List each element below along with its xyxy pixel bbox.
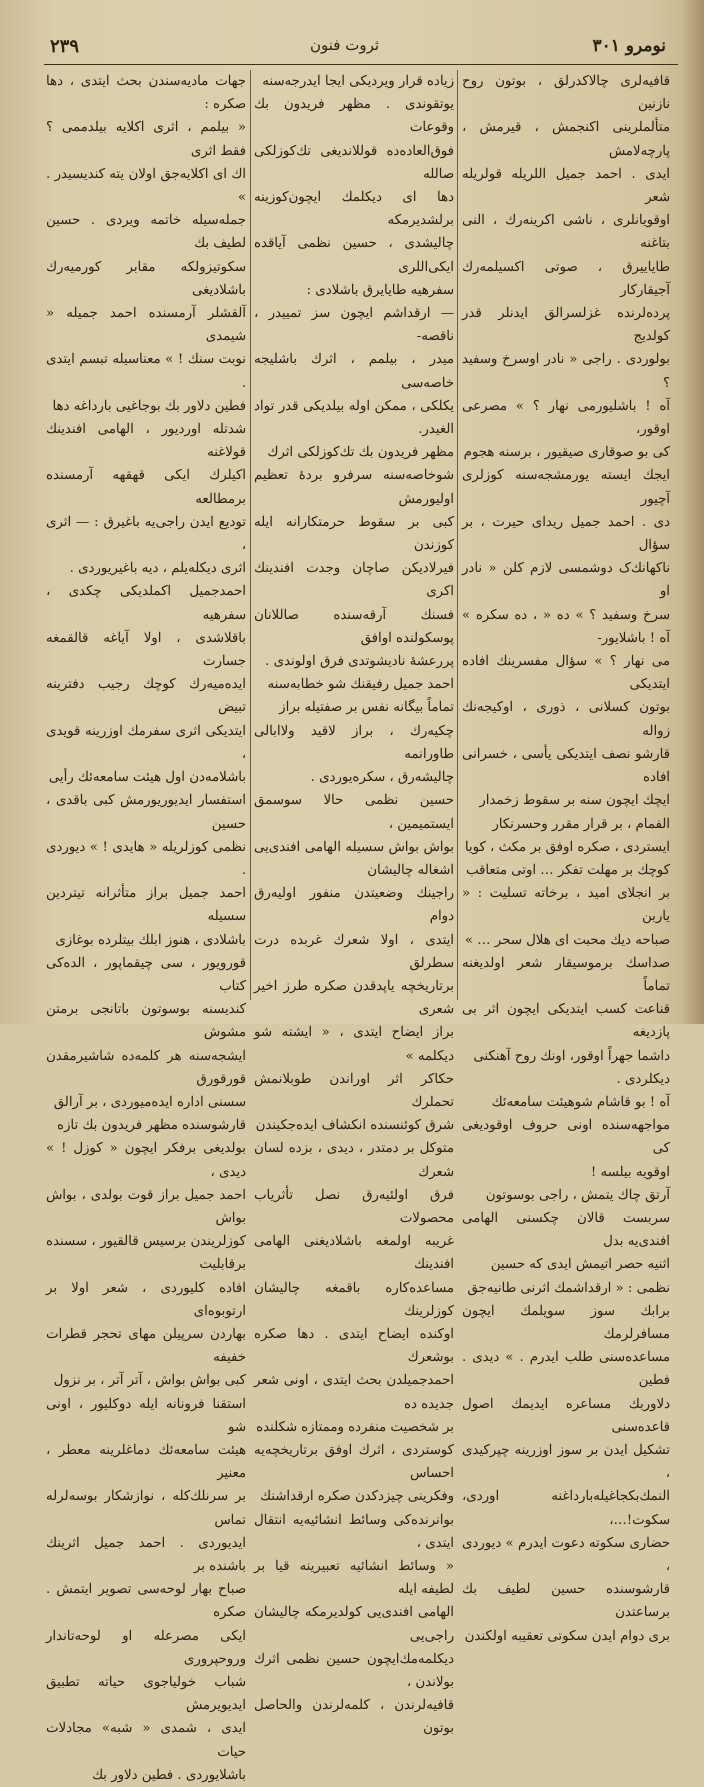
text-line: الهامی افندی‌یی کولدیرمکه چالیشان راجی‌یی [254, 1605, 454, 1644]
header-rule [44, 64, 678, 65]
text-line: ایجك ایسته یورمشجه‌سنه کوزلری آچیور [462, 468, 670, 507]
text-line: حضاری سکوته دعوت ایدرم » دیوردی ، [462, 1535, 670, 1574]
text-line: قارشوسنده حسین لطیف بك برساعتدن [462, 1582, 670, 1621]
text-line: ایتدی ، اولا شعرك غربده درت سطرلق [254, 932, 454, 971]
text-line: احمد جمیل رفیقنك شو خطابه‌سنه [267, 677, 454, 693]
text-line: شوخاصه‌سنه سرفرو بردهٔ تعظیم اولیورمش [254, 468, 454, 507]
text-line: زیاده قرار ویردیکی ایجا ایدرجه‌سنه [262, 74, 454, 89]
text-line: ایشجه‌سنه هر کلمه‌ده شاشیرمقدن قورقورق [46, 1048, 246, 1087]
text-line: بهاردن سرپیلن مهای تحجر قطرات خفیفه [46, 1326, 246, 1366]
text-line: احمدجمیل اکملدیکی چکدی ، سفرهیه [46, 584, 246, 623]
text-line: راجینك وضعیتدن منفور اولیه‌رق دوام [254, 886, 454, 925]
text-line: کبی بواش بواش ، آتر آتر ، بر نزول [53, 1373, 246, 1389]
text-line: صداسك برموسیقار شعر اولدیغنه تماماً [462, 955, 670, 994]
text-line: ایدی . احمد جمیل اللریله قولریله شعر [462, 166, 670, 206]
text-line: دلاوربك مساعره ایدیمك اصول قاعده‌سنی [462, 1396, 670, 1435]
text-line: اکیلرك ایکی قهقهه آرمسنده برمطالعه [46, 468, 246, 507]
text-line: پررعشهٔ نادیشوتدی فرق اولوندی . [265, 654, 454, 670]
text-line: برتاریخچه یاپدقدن صکره طرز اخیر شعری [254, 978, 454, 1018]
text-line: ایچك ایچون سنه بر سقوط زخمدار [479, 793, 670, 809]
text-line: مواجهه‌سنده اونی حروف اوقودیغی کی [462, 1118, 670, 1157]
text-line: حکاکر اثر اوراندن طوبلانمش تحملرك [254, 1071, 454, 1110]
text-line: براز ایضاح ایتدی ، « ایشته شو دیکلمه » [254, 1025, 454, 1064]
text-line: تودیع ایدن راجی‌یه باغیرق : — اثری ، [46, 514, 246, 554]
text-line: سرخ وسفید ؟ » ده « ، ده سکره » آه ! باشلایور- [462, 607, 670, 646]
text-line: احمد جمیل براز متأثرانه تیتردین سسیله [46, 886, 246, 925]
text-line: ایکی مصرعله او لوحه‌تاندار وروحپروری [46, 1628, 246, 1667]
text-line: بولوردی . راجی « نادر اوسرخ وسفید ؟ [462, 352, 670, 391]
text-line: بری دوام ایدن سکوتی تعقیبه اولکندن [464, 1628, 670, 1644]
text-line: بواش بواش سسیله الهامی افندی‌یی اشغاله چالیشان [254, 839, 454, 878]
text-line: قارشوسنده مظهر فریدون بك تازه [57, 1118, 246, 1134]
text-line: « وسائط انشائیه تعبیرینه قیا بر لطیفه ایله [254, 1559, 454, 1598]
text-line: النمك‌بكجاغیله‌بارداغنه اوردی، سکوت!…، [462, 1489, 670, 1528]
text-line: تشکیل ایدن بر سوز اوزرینه چپرکیدی ، [462, 1442, 670, 1482]
text-line: اوقویانلری ، ناشی اكرینه‌رك ، النی بتاغنه [462, 213, 670, 252]
text-line: « بیلمم ، اثری اکلایه بیلدممی ؟ فقط اثری [46, 120, 246, 159]
text-line: دیکلمه‌مك‌ایچون حسین نظمی اثرك بولاندن ، [254, 1651, 454, 1691]
text-line: ایستردی ، صکره اوفق بر مکث ، کویا [464, 839, 670, 855]
text-line: قارشو نصف ایتدیکی یأسی ، خسرانی افاده [462, 746, 670, 786]
text-line: داشما جهراً اوقور، اونك روح آهنکنی [473, 1048, 670, 1064]
text-line: اوقویه بیلسه ! [590, 1164, 670, 1180]
issue-number: نومرو ٣٠١ [592, 36, 666, 56]
page-header [40, 34, 676, 64]
text-line: اوکنده ایضاح ایتدی . دها صکره بوشعرك [254, 1326, 454, 1366]
text-line: ایده‌میه‌رك کوچك رجیب دفترینه تبیض [46, 677, 246, 716]
text-line: نوبت سنك ! » معناسیله تبسم ایتدی . [46, 352, 246, 391]
text-line: بولدیغی برفکر ایچون « کوزل ! » دیدی ، [46, 1141, 246, 1180]
text-line: یوتقوندی . مظهر فریدون بك وقوعات [254, 97, 454, 136]
text-line: حسین نظمی حالا سوسمق ایستمیمین ، [254, 793, 454, 832]
text-line: قورویور ، سی چیقماپور ، الده‌کی کتاب [46, 955, 246, 994]
text-line: سفرهیه طایایرق باشلادی : [306, 282, 454, 298]
text-line: احمدجمیلدن بحث ایتدی ، اونی شعر جدیده ده [254, 1373, 454, 1412]
text-line: ناکهانك‌ک دوشمسی لازم کلن « نادر او [462, 561, 670, 600]
text-line: قناعت کسب ایتدیکی ایچون اثر بی پازدیغه [462, 1002, 670, 1041]
text-line: کندیسنه بوسوتون باتانجی برمتن مشوش [46, 1002, 246, 1041]
text-line: کوچك بر مهلت تفکر … اوتی متعاقب [465, 862, 670, 878]
text-line: چالیشدی ، حسین نظمی آیاقده ایکی‌اللری [254, 236, 454, 275]
text-line: طایاییرق ، صوتی اكسیلمه‌رك آجیقارکار [462, 259, 670, 298]
text-line: یکلکی ، ممکن اوله بیلدیکی قدر تواد الغیدر. [254, 398, 454, 438]
text-line: دیکلردی . [616, 1071, 670, 1087]
text-line: باشلایوردی . فطین دلاور بك [92, 1767, 246, 1783]
text-column-left [46, 70, 246, 1783]
text-line: ایدی ، شمدی « شبه‌» مجادلات حیات [46, 1721, 246, 1760]
text-line: بر انجلای امید ، برخاته تسلیت : « یاربن [462, 886, 670, 925]
text-line: متألملرینی اكنجمش ، قیرمش ، پارچه‌لامش [462, 120, 670, 159]
text-line: آه ! بو قاشام شوهیئت سامعه‌ئك [491, 1094, 670, 1110]
text-line: اك ای اکلایه‌جق اولان یته کندیسیدر . » [46, 166, 246, 206]
text-line: استقنا فرونانه ایله دوکلیور ، اونی شو [46, 1396, 246, 1435]
text-line: چکیه‌رك ، براز لاقید ولاابالی طاورانمه [254, 723, 454, 762]
page-spine-shadow [682, 0, 704, 1024]
column-divider [250, 70, 251, 1000]
text-line: صباحه دیك محبت ای هلال سحر … » [464, 932, 670, 948]
text-line: استفسار ایدیوریورمش کبی باقدی ، حسین [46, 793, 246, 832]
text-line: کوزلریندن برسیس قالقیور ، سسنده برقابلیت [46, 1234, 246, 1273]
text-line: قافیه‌لرندن ، کلمه‌لرندن والحاصل بوتون [254, 1698, 454, 1737]
text-line: هیئت سامعه‌ئك دماغلرینه معطر ، معنیر [46, 1442, 246, 1482]
text-line: بر شخصیت منفرده وممتازه شکلنده [256, 1419, 454, 1435]
text-line: بوتون کسلانی ، ذوری ، اوكیجه‌نك زواله [462, 700, 670, 739]
text-line: آرتق چاك یتمش ، راجی بوسوتون [485, 1187, 670, 1203]
text-line: صباح بهار لوحه‌سی تصویر ایتمش . صکره [46, 1582, 246, 1621]
text-line: ایتدیکی اثری سفرمك اوزرینه قویدی ، [46, 723, 246, 762]
text-line: سکوتیزولکه مقابر کورمیه‌رك باشلادیغی [46, 259, 246, 298]
text-line: بر سرنلك‌کله ، نوازشکار بوسه‌لرله تماس [46, 1489, 246, 1528]
text-line: اثری دیکله‌یلم ، دیه باغیریوردی . [69, 561, 246, 577]
text-line: دها ای دیکلمك ایچون‌کوزینه برلشدیرمکه [254, 190, 454, 229]
text-line: متوکل بر دمتدر ، دیدی ، بزده لسان شعرك [254, 1141, 454, 1180]
text-line: فوق‌العاده‌ده قوللاندیغی تك‌کوزلکی صالله [254, 143, 454, 182]
text-line: پرده‌لرنده غزلسرالق ایدنلر قدر کولدیج [462, 306, 670, 345]
text-line: جهات مادیه‌سندن بحث ایتدی ، دها صکره : [46, 74, 246, 113]
text-line: آلقشلر آرمسنده احمد جمیله « شیمدی [46, 306, 246, 345]
text-line: آه ! باشلیورمی نهار ؟ » مصرعی اوقور، [462, 398, 670, 438]
text-line: برابك سوز سویلمك ایچون مسافرلرمك [462, 1303, 670, 1342]
text-column-middle [254, 70, 454, 1737]
text-line: افاده کلیوردی ، شعر اولا بر ارتوبوه‌ای [46, 1280, 246, 1319]
text-line: دی . احمد جمیل ریدای حیرت ، بر سؤال [462, 514, 670, 554]
column-divider [457, 70, 458, 1000]
text-line: نظمی کوزلریله « هایدی ! » دیوردی . [46, 839, 246, 878]
text-line: الفمام ، بر قرار مقرر وحسرنکار [492, 816, 670, 832]
text-line: وفکرینی چیزدکدن صکره ارقداشنك [260, 1489, 454, 1505]
text-line: باشلادی ، هنوز ابلك بیتلرده بوغازی [55, 932, 246, 948]
text-line: کی بو صوقاری صیقیور ، برسنه هجوم [463, 445, 670, 461]
text-line: فسنك آرقه‌سنده صاللانان پوسکولنده اوافق [254, 607, 454, 646]
text-column-right [462, 70, 670, 1644]
text-line: کوستردی ، اثرك اوفق برتاریخچه‌یه احساس [254, 1442, 454, 1482]
text-line: فرق اولئیه‌رق نصل تأثریاب محصولات [254, 1187, 454, 1226]
text-line: غریبه اولمغه باشلادیغنی الهامی افندینك [254, 1234, 454, 1273]
text-line: تماماً بیگانه نفس بر صفتیله براز [279, 700, 454, 716]
journal-title: ثروت فنون [310, 36, 380, 54]
text-line: سربست قالان چكسنی الهامی افندی‌یه بدل [462, 1210, 670, 1250]
text-line: باقلاشدی ، اولا آیاغه قالقمغه جسارت [46, 630, 246, 670]
text-line: می نهار ؟ » سؤال مفسرینك افاده ایتدیکی [462, 654, 670, 693]
text-line: ایدیوردی . احمد جمیل اثرینك باشنده بر [46, 1535, 246, 1574]
page-number: ٢٣٩ [50, 36, 80, 57]
text-line: بوانرنده‌کی وسائط انشائیه‌یه انتقال ایتدی ، [254, 1512, 454, 1551]
text-line: مظهر فریدون بك تك‌کوزلکی اثرك [267, 445, 454, 461]
text-line: قافیه‌لری چالاکدرلق ، بوتون روح نازنین [462, 74, 670, 113]
text-line: سسنی اداره ایده‌میوردی ، بر آرالق [53, 1094, 246, 1110]
text-line: احمد جمیل براز قوت بولدی ، بواش بواش [46, 1187, 246, 1226]
text-line: — ارقداشم ایچون سز تمییدر ، ناقصه- [254, 306, 454, 345]
text-line: اثنیه حصر اتیمش ایدی که حسین [490, 1257, 670, 1273]
text-line: شرق کوئنسنده انکشاف ایده‌جکیندن [255, 1118, 454, 1134]
text-line: جمله‌سیله خاتمه ویردی . حسین لطیف بك [46, 213, 246, 252]
text-line: چالیشه‌رق ، سکره‌یوردی . [310, 770, 454, 786]
text-line: شباب خولیاجوی حیاته تطبیق ایدیویرمش [46, 1675, 246, 1714]
text-line: فیرلادیکن صاچان وجدت افندینك اکری [254, 561, 454, 600]
text-line: نظمی : « ارقداشمك اثرنی طانیه‌جق [467, 1280, 670, 1296]
text-line: مساعده‌کاره باقمغه چالیشان کوزلرینك [254, 1280, 454, 1319]
text-line: فطین دلاور بك بوجاغیی بارداغه دها [52, 398, 246, 414]
text-line: کبی بر سقوط حرمتکارانه ایله کوزندن [254, 514, 454, 554]
text-line: مساعده‌سنی طلب ایدرم . » دیدی . فطین [462, 1350, 670, 1389]
text-line: میدر ، بیلمم ، اثرك باشلیجه خاصه‌سی [254, 352, 454, 391]
text-line: شدتله اوردیور ، الهامی افندینك قولاغنه [46, 422, 246, 461]
text-line: باشلامه‌دن اول هیئت سامعه‌ئك رأیی [48, 770, 246, 786]
